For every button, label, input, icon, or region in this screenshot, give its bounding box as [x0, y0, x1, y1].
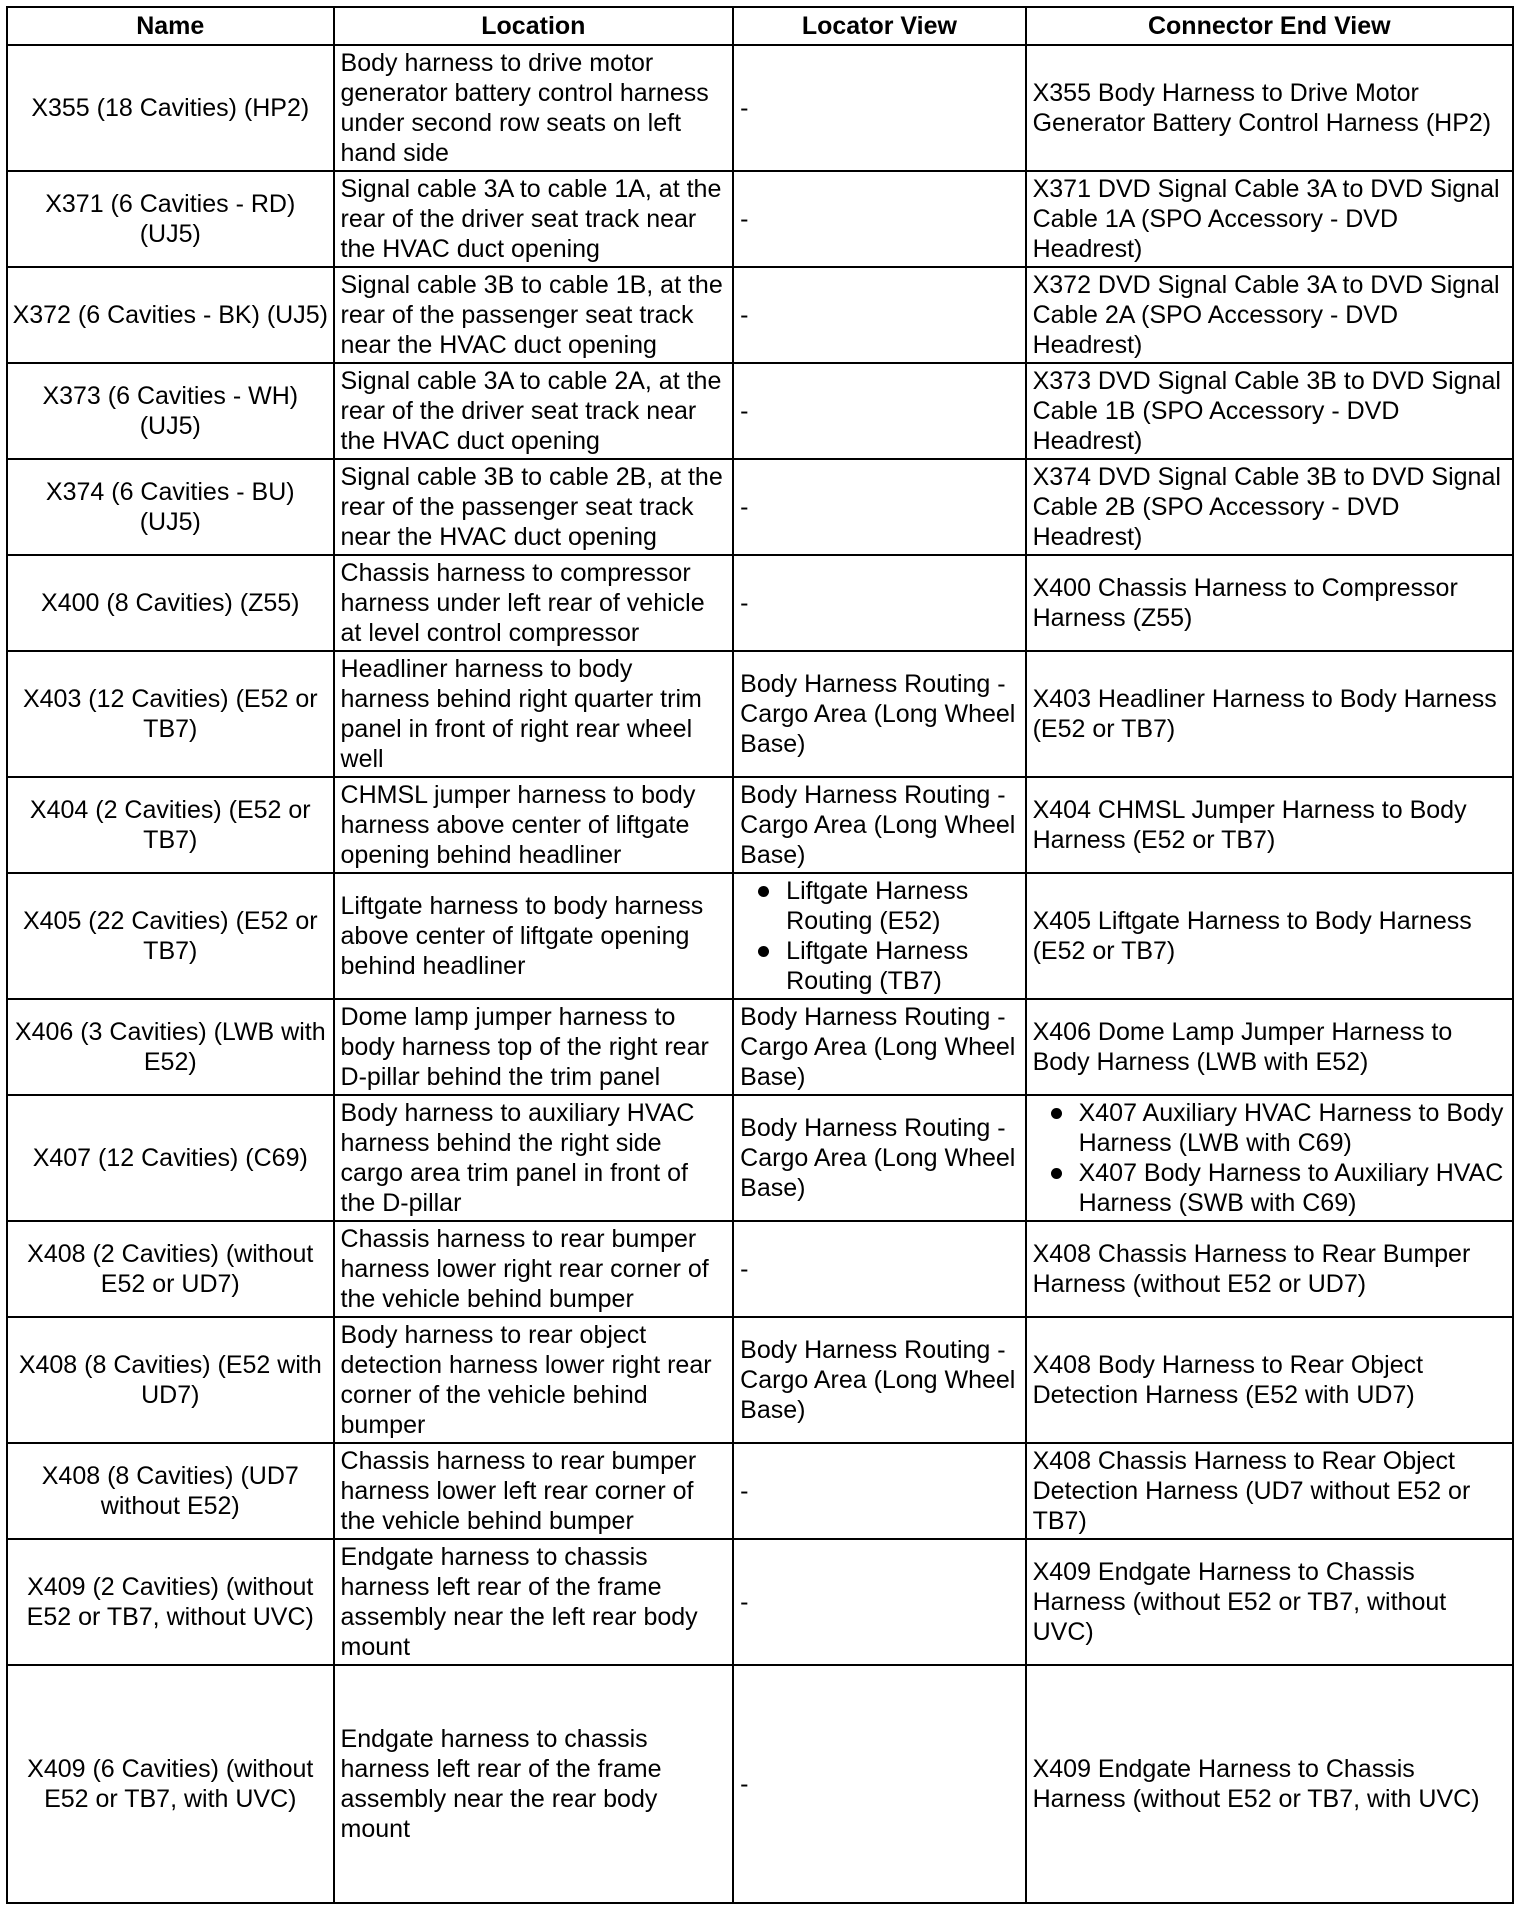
cell-location: Signal cable 3B to cable 2B, at the rear of the passenger seat track near the HVAC duct opening — [334, 459, 734, 555]
table-row — [7, 363, 1513, 459]
table-row — [7, 777, 1513, 873]
cell-name: X400 (8 Cavities) (Z55) — [7, 555, 334, 651]
cell-name: X374 (6 Cavities - BU) (UJ5) — [7, 459, 334, 555]
cell-locator-view: Body Harness Routing - Cargo Area (Long Wheel Base) — [733, 651, 1025, 777]
cell-location: Endgate harness to chassis harness left rear of the frame assembly near the rear body mount — [334, 1665, 734, 1903]
cell-connector-end-view: X372 DVD Signal Cable 3A to DVD Signal Cable 2A (SPO Accessory - DVD Headrest) — [1026, 267, 1513, 363]
cell-connector-end-view: X374 DVD Signal Cable 3B to DVD Signal Cable 2B (SPO Accessory - DVD Headrest) — [1026, 459, 1513, 555]
connector-table — [6, 6, 1514, 1904]
table-row — [7, 45, 1513, 171]
cell-locator-view: - — [733, 1221, 1025, 1317]
cell-connector-end-view: X409 Endgate Harness to Chassis Harness (without E52 or TB7, without UVC) — [1026, 1539, 1513, 1665]
cell-name: X409 (6 Cavities) (without E52 or TB7, with UVC) — [7, 1665, 334, 1903]
table-row — [7, 267, 1513, 363]
cell-connector-end-view: X405 Liftgate Harness to Body Harness (E52 or TB7) — [1026, 873, 1513, 999]
cell-location: Liftgate harness to body harness above center of liftgate opening behind headliner — [334, 873, 734, 999]
cell-connector-end-view: X371 DVD Signal Cable 3A to DVD Signal Cable 1A (SPO Accessory - DVD Headrest) — [1026, 171, 1513, 267]
cell-location: Headliner harness to body harness behind right quarter trim panel in front of right rear wheel well — [334, 651, 734, 777]
cell-locator-view: Body Harness Routing - Cargo Area (Long Wheel Base) — [733, 1317, 1025, 1443]
locator-list — [740, 876, 1018, 996]
cell-locator-view: - — [733, 1665, 1025, 1903]
list-item: X407 Body Harness to Auxiliary HVAC Harness (SWB with C69) — [1079, 1158, 1506, 1218]
header-location: Location — [334, 7, 734, 45]
cell-location: Dome lamp jumper harness to body harness top of the right rear D-pillar behind the trim panel — [334, 999, 734, 1095]
cell-connector-end-view — [1026, 1095, 1513, 1221]
table-row — [7, 1221, 1513, 1317]
cell-locator-view: - — [733, 171, 1025, 267]
cell-locator-view: - — [733, 1539, 1025, 1665]
cell-location: Chassis harness to rear bumper harness lower left rear corner of the vehicle behind bumper — [334, 1443, 734, 1539]
header-name: Name — [7, 7, 334, 45]
cell-location: Body harness to rear object detection harness lower right rear corner of the vehicle behind bumper — [334, 1317, 734, 1443]
cell-location: CHMSL jumper harness to body harness above center of liftgate opening behind headliner — [334, 777, 734, 873]
header-locator-view: Locator View — [733, 7, 1025, 45]
cell-location: Endgate harness to chassis harness left rear of the frame assembly near the left rear body mount — [334, 1539, 734, 1665]
cell-location: Body harness to auxiliary HVAC harness behind the right side cargo area trim panel in front of the D-pillar — [334, 1095, 734, 1221]
cell-location: Signal cable 3A to cable 1A, at the rear of the driver seat track near the HVAC duct opening — [334, 171, 734, 267]
list-item: X407 Auxiliary HVAC Harness to Body Harness (LWB with C69) — [1079, 1098, 1506, 1158]
table-row — [7, 873, 1513, 999]
cell-connector-end-view: X403 Headliner Harness to Body Harness (E52 or TB7) — [1026, 651, 1513, 777]
cell-name: X355 (18 Cavities) (HP2) — [7, 45, 334, 171]
cell-name: X403 (12 Cavities) (E52 or TB7) — [7, 651, 334, 777]
cell-name: X407 (12 Cavities) (C69) — [7, 1095, 334, 1221]
cell-locator-view — [733, 873, 1025, 999]
table-row — [7, 1665, 1513, 1903]
table-row — [7, 651, 1513, 777]
table-row — [7, 1317, 1513, 1443]
cell-name: X408 (8 Cavities) (UD7 without E52) — [7, 1443, 334, 1539]
cell-locator-view: - — [733, 45, 1025, 171]
cell-connector-end-view: X355 Body Harness to Drive Motor Generator Battery Control Harness (HP2) — [1026, 45, 1513, 171]
cell-locator-view: - — [733, 555, 1025, 651]
cell-locator-view: Body Harness Routing - Cargo Area (Long Wheel Base) — [733, 777, 1025, 873]
cell-name: X372 (6 Cavities - BK) (UJ5) — [7, 267, 334, 363]
cell-connector-end-view: X408 Chassis Harness to Rear Bumper Harness (without E52 or UD7) — [1026, 1221, 1513, 1317]
cell-name: X373 (6 Cavities - WH) (UJ5) — [7, 363, 334, 459]
cell-name: X405 (22 Cavities) (E52 or TB7) — [7, 873, 334, 999]
cell-locator-view: - — [733, 1443, 1025, 1539]
cell-name: X404 (2 Cavities) (E52 or TB7) — [7, 777, 334, 873]
table-row — [7, 1095, 1513, 1221]
cell-location: Chassis harness to rear bumper harness lower right rear corner of the vehicle behind bumper — [334, 1221, 734, 1317]
cell-connector-end-view: X409 Endgate Harness to Chassis Harness (without E52 or TB7, with UVC) — [1026, 1665, 1513, 1903]
table-row — [7, 555, 1513, 651]
table-row — [7, 1443, 1513, 1539]
cell-location: Chassis harness to compressor harness under left rear of vehicle at level control compressor — [334, 555, 734, 651]
cell-name: X409 (2 Cavities) (without E52 or TB7, without UVC) — [7, 1539, 334, 1665]
cell-connector-end-view: X408 Body Harness to Rear Object Detection Harness (E52 with UD7) — [1026, 1317, 1513, 1443]
cell-location: Signal cable 3B to cable 1B, at the rear of the passenger seat track near the HVAC duct opening — [334, 267, 734, 363]
cell-locator-view: Body Harness Routing - Cargo Area (Long Wheel Base) — [733, 1095, 1025, 1221]
cell-connector-end-view: X408 Chassis Harness to Rear Object Detection Harness (UD7 without E52 or TB7) — [1026, 1443, 1513, 1539]
cell-name: X406 (3 Cavities) (LWB with E52) — [7, 999, 334, 1095]
cell-name: X408 (8 Cavities) (E52 with UD7) — [7, 1317, 334, 1443]
header-row — [7, 7, 1513, 45]
cell-location: Body harness to drive motor generator battery control harness under second row seats on left hand side — [334, 45, 734, 171]
cell-name: X408 (2 Cavities) (without E52 or UD7) — [7, 1221, 334, 1317]
cell-connector-end-view: X404 CHMSL Jumper Harness to Body Harness (E52 or TB7) — [1026, 777, 1513, 873]
header-connector-end-view: Connector End View — [1026, 7, 1513, 45]
table-row — [7, 1539, 1513, 1665]
cell-locator-view: - — [733, 459, 1025, 555]
cell-locator-view: Body Harness Routing - Cargo Area (Long Wheel Base) — [733, 999, 1025, 1095]
cell-connector-end-view: X406 Dome Lamp Jumper Harness to Body Harness (LWB with E52) — [1026, 999, 1513, 1095]
table-row — [7, 999, 1513, 1095]
cell-name: X371 (6 Cavities - RD) (UJ5) — [7, 171, 334, 267]
table-row — [7, 459, 1513, 555]
cell-locator-view: - — [733, 363, 1025, 459]
connector-list — [1033, 1098, 1506, 1218]
list-item: Liftgate Harness Routing (E52) — [786, 876, 1018, 936]
table-row — [7, 171, 1513, 267]
cell-connector-end-view: X400 Chassis Harness to Compressor Harness (Z55) — [1026, 555, 1513, 651]
cell-locator-view: - — [733, 267, 1025, 363]
cell-connector-end-view: X373 DVD Signal Cable 3B to DVD Signal Cable 1B (SPO Accessory - DVD Headrest) — [1026, 363, 1513, 459]
cell-location: Signal cable 3A to cable 2A, at the rear of the driver seat track near the HVAC duct opening — [334, 363, 734, 459]
list-item: Liftgate Harness Routing (TB7) — [786, 936, 1018, 996]
